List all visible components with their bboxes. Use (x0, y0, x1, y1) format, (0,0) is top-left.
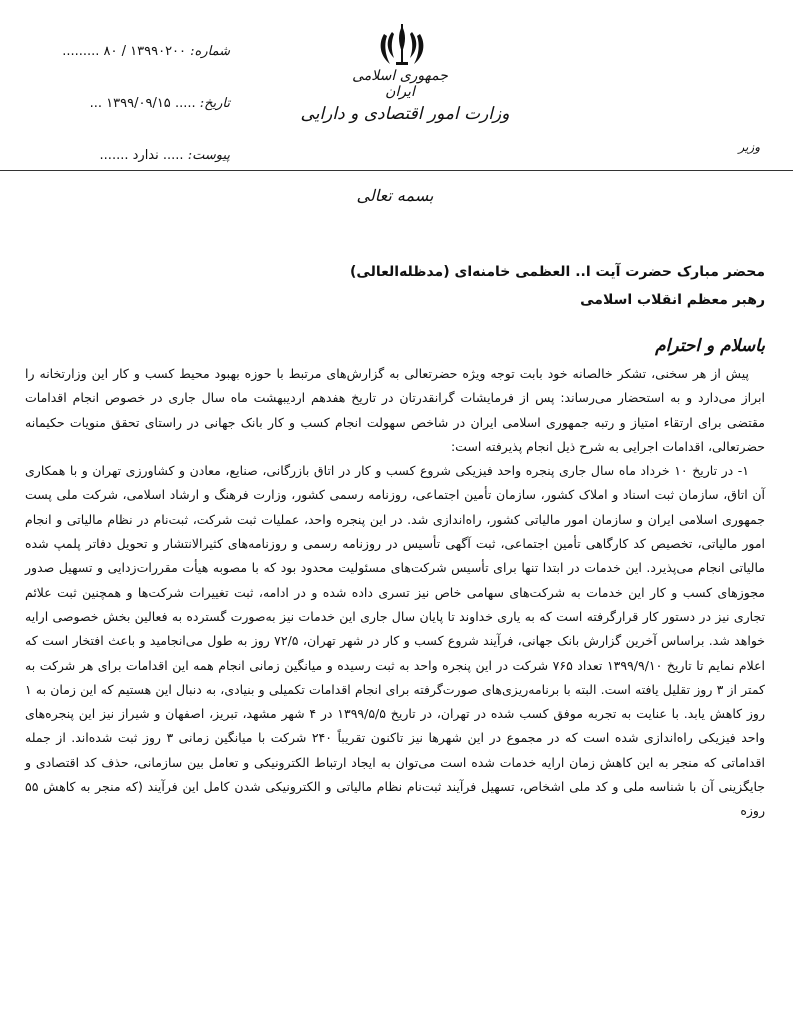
letter-number-row: شماره: ۱۳۹۹۰۲۰۰ / ۸۰ ......... (62, 44, 230, 59)
letter-attachment-row: پیوست: ..... ندارد ....... (99, 148, 230, 163)
letter-date-label: تاریخ: (199, 96, 230, 111)
letter-date-value: ۱۳۹۹/۰۹/۱۵ (106, 96, 171, 111)
greeting: باسلام و احترام (655, 336, 765, 356)
iran-emblem-icon (378, 22, 426, 68)
addressee-line-1: محضر مبارک حضرت آیت ا.. العظمی خامنه‌ای (مدظله‌العالی) (350, 264, 765, 280)
letter-body (25, 362, 765, 824)
country-name: جمهوری اسلامی ایران (352, 68, 448, 100)
ministry-name: وزارت امور اقتصادی و دارایی (300, 104, 510, 124)
header-divider (0, 170, 793, 171)
invocation: بسمه تعالی (356, 186, 434, 205)
letter-attachment-value: ندارد (132, 148, 159, 163)
minister-title: وزیر (738, 140, 760, 154)
paragraph-intro: پیش از هر سخنی، تشکر خالصانه خود بابت توجه ویژه حضرتعالی به گزارش‌های مرتبط با حوزه بهبود محیط کسب و کار این وزارتخانه را ابراز می‌دارد و به استحضار می‌رساند: پس از فرمایشات گرانقدرتان در تاریخ هفدهم اردیبهشت ماه سال جاری در خصوص انجام اقدامات مقتضی برای ارتقاء امتیاز و رتبه جمهوری اسلامی ایران در شاخص سهولت انجام کسب و کار بانک جهانی در راستای تحقق منویات حکیمانه حضرتعالی، اقدامات اجرایی به شرح ذیل انجام پذیرفته است: (25, 366, 765, 454)
letter-number-value: ۱۳۹۹۰۲۰۰ / ۸۰ (103, 44, 187, 59)
addressee-block (25, 258, 765, 314)
letter-number-label: شماره: (190, 44, 230, 59)
addressee-line-2: رهبر معظم انقلاب اسلامی (580, 292, 765, 308)
letter-date-row: تاریخ: ..... ۱۳۹۹/۰۹/۱۵ ... (89, 96, 230, 111)
paragraph-item-1: ۱- در تاریخ ۱۰ خرداد ماه سال جاری پنجره واحد فیزیکی شروع کسب و کار در اتاق بازرگانی، صنایع، معادن و کشاورزی تهران و با همکاری آن اتاق، سازمان ثبت اسناد و املاک کشور، سازمان تأمین اجتماعی، روزنامه رسمی کشور، وزارت فرهنگ و ارشاد اسلامی، شرکت ملی پست جمهوری اسلامی ایران و سازمان امور مالیاتی کشور، راه‌اندازی شد. در این پنجره واحد، عملیات ثبت شرکت، ثبت‌نام در نظام مالیاتی و انجام امور مالیاتی، تخصیص کد کارگاهی تأمین اجتماعی، ثبت آگهی تأسیس در روزنامه رسمی و روزنامه‌های کثیرالانتشار و تحویل دفاتر پلمپ شده مالیاتی انجام می‌پذیرد. این خدمات در ابتدا تنها برای تأسیس شرکت‌های مسئولیت محدود بود که با مصوبه هیأت مقررات‌زدایی و تسهیل صدور مجوزهای کسب و کار این خدمات به شرکت‌های سهامی خاص نیز تسری داده شده و در ادامه، ثبت تغییرات شرکت‌ها و همچنین ثبت علائم تجاری نیز در دستور کار قرارگرفته است که به یاری خداوند تا پایان سال جاری این خدمات نیز به‌صورت گسترده به فعالین بخش خصوصی ارایه خواهد شد. براساس آخرین گزارش بانک جهانی، فرآیند شروع کسب و کار در شهر تهران، ۷۲/۵ روز به طول می‌انجامید و باعث افتخار است که اعلام نمایم تا تاریخ ۱۳۹۹/۹/۱۰ تعداد ۷۶۵ شرکت در این پنجره واحد به ثبت رسیده و میانگین زمانی انجام همه این اقدامات برای هر شرکت به کمتر از ۳ روز تقلیل یافته است. البته با برنامه‌ریزی‌های صورت‌گرفته برای انجام اقدامات تکمیلی و بنیادی، به دنبال این هستیم که این زمان به ۱ روز کاهش یابد. با عنایت به تجربه موفق کسب شده در تهران، در تاریخ ۱۳۹۹/۵/۵ در ۴ شهر مشهد، تبریز، اصفهان و شیراز نیز این پنجره‌های واحد فیزیکی راه‌اندازی شده است که در مجموع در این شهرها نیز تاکنون تقریباً ۲۴۰ شرکت با میانگین زمانی ۳ روز ثبت شده‌اند. از جمله اقداماتی که منجر به این کاهش زمان ارایه خدمات شده است می‌توان به ایجاد ارتباط الکترونیکی و تعامل بین سازمانی، حذف کد اقتصادی و جایگزینی آن با شناسه ملی و کد ملی اشخاص، تسهیل فرآیند ثبت‌نام نظام مالیاتی و الکترونیکی شدن کامل این فرآیند (که منجر به کاهش ۵۵ روزه (25, 463, 766, 819)
letter-attachment-label: پیوست: (187, 148, 230, 163)
